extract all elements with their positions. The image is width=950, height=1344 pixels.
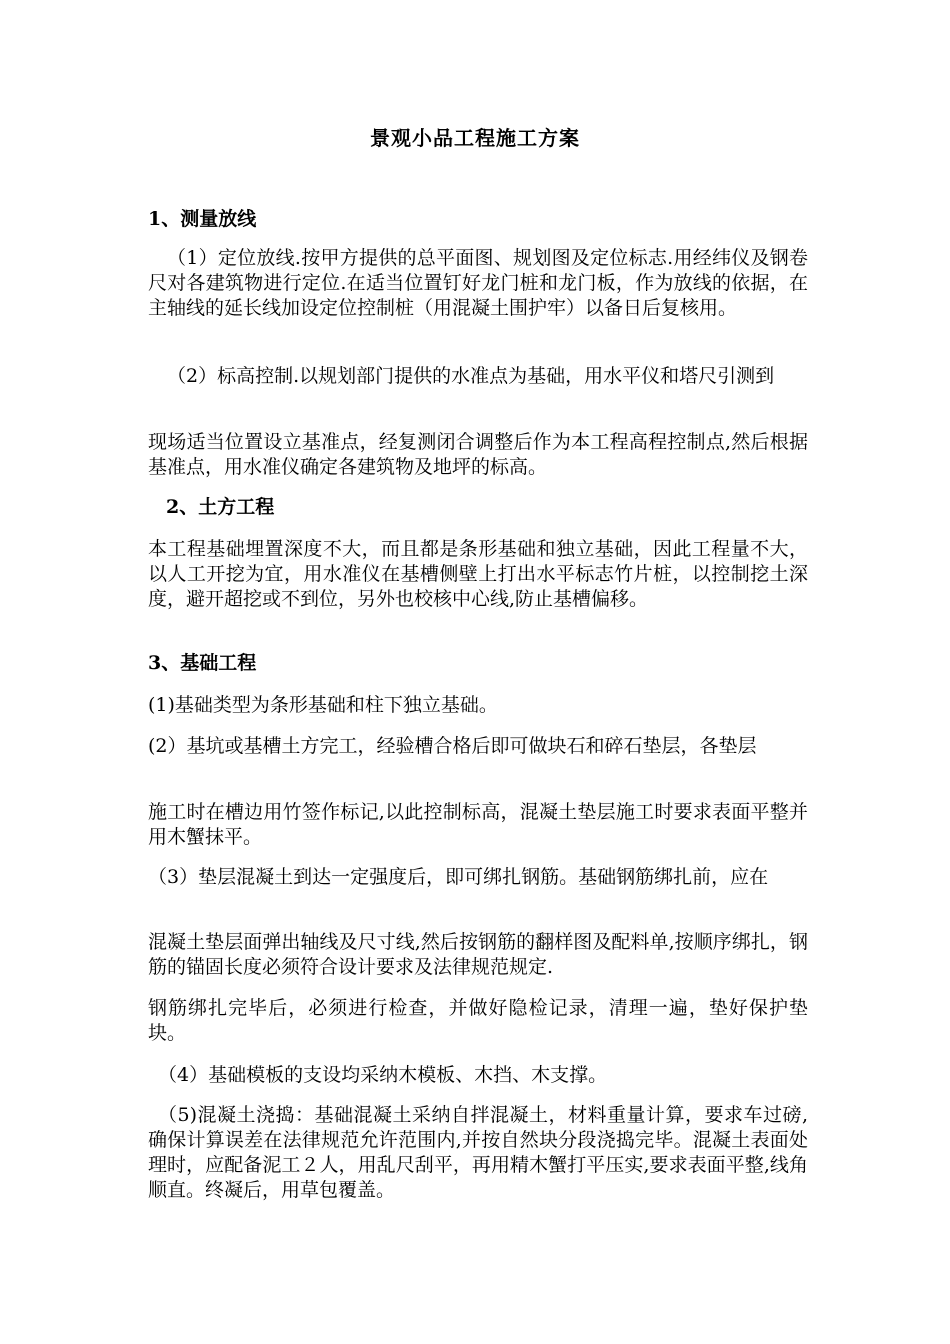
section-heading-earthwork: 2、土方工程 [166,496,275,518]
paragraph-axis-marking: 混凝土垫层面弹出轴线及尺寸线,然后按钢筋的翻样图及配料单,按顺序绑扎，钢筋的锚固长度必须符合设计要求及法律规范规定. [148,931,808,978]
paragraph-earthwork: 本工程基础埋置深度不大，而且都是条形基础和独立基础，因此工程量不大，以人工开挖为宜，用水准仪在基槽侧壁上打出水平标志竹片桩，以控制挖土深度，避开超挖或不到位，另外也校核中心线,防止基槽偏移。 [148,538,808,610]
document-title: 景观小品工程施工方案 [370,126,580,150]
paragraph-foundation-type: (1)基础类型为条形基础和柱下独立基础。 [148,694,498,716]
paragraph-cushion-layer: (2）基坑或基槽土方完工，经验槽合格后即可做块石和碎石垫层，各垫层 [148,735,757,757]
paragraph-concrete-pouring: （5)混凝土浇捣：基础混凝土采纳自拌混凝土，材料重量计算，要求车过磅,确保计算误差在法律规范允许范围内,并按自然块分段浇捣完毕。混凝土表面处理时，应配备泥工２人，用乱尺刮平，再用精木蟹打平压实,要求表面平整,线角顺直。终凝后，用草包覆盖。 [148,1104,808,1201]
section-heading-foundation: 3、基础工程 [148,652,257,674]
section-heading-survey: 1、测量放线 [148,208,257,230]
paragraph-inspection: 钢筋绑扎完毕后，必须进行检查，并做好隐检记录，清理一遍，垫好保护垫块。 [148,997,808,1044]
paragraph-cushion-construction: 施工时在槽边用竹签作标记,以此控制标高，混凝土垫层施工时要求表面平整并用木蟹抹平。 [148,801,808,848]
paragraph-rebar-binding: （3）垫层混凝土到达一定强度后，即可绑扎钢筋。基础钢筋绑扎前，应在 [148,866,769,888]
paragraph-formwork: （4）基础模板的支设均采纳木模板、木挡、木支撑。 [158,1064,608,1086]
paragraph-positioning: （1）定位放线.按甲方提供的总平面图、规划图及定位标志.用经纬仪及钢卷尺对各建筑物进行定位.在适当位置钉好龙门桩和龙门板，作为放线的依据，在主轴线的延长线加设定位控制桩（用混凝土围护牢）以备日后复核用。 [148,247,808,319]
paragraph-benchmark: 现场适当位置设立基准点，经复测闭合调整后作为本工程高程控制点,然后根据基准点，用水准仪确定各建筑物及地坪的标高。 [148,431,808,478]
paragraph-elevation-control: （2）标高控制.以规划部门提供的水准点为基础，用水平仪和塔尺引测到 [167,365,775,387]
